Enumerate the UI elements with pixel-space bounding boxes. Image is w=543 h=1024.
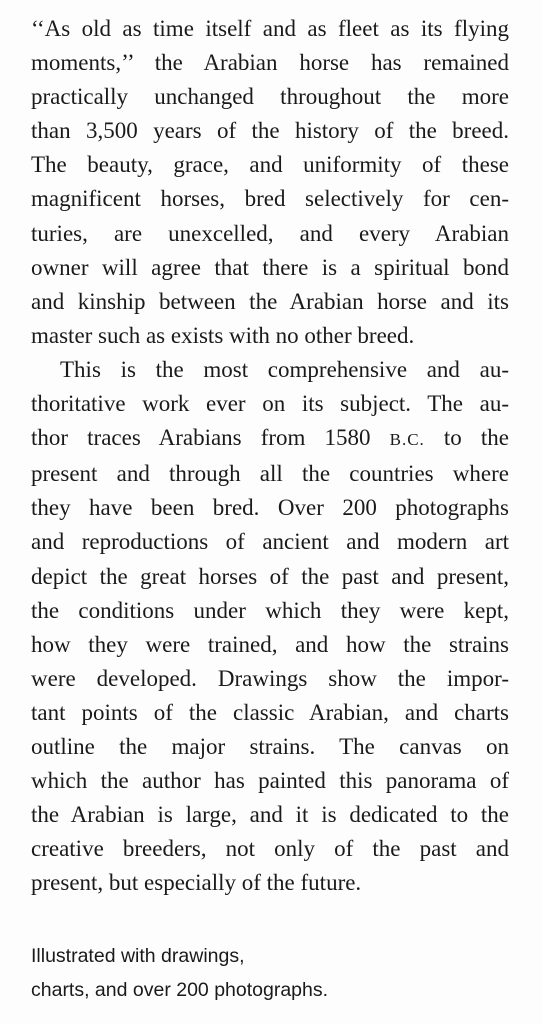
text-line: the conditions under which they were kept,	[31, 597, 509, 623]
text-line: moments,’’ the Arabian horse has remained	[31, 50, 509, 76]
illustration-note	[31, 939, 328, 1007]
text-line: master such as exists with no other breed.	[31, 322, 415, 348]
text-line	[31, 421, 509, 457]
text-line: present, but especially of the future.	[31, 870, 362, 896]
text-line: owner will agree that there is a spiritual bond	[31, 254, 509, 280]
text-line: outline the major strains. The canvas on	[31, 733, 509, 759]
text-line: practically unchanged throughout the more	[31, 84, 509, 110]
text-line: This is the most comprehensive and au-	[60, 356, 509, 382]
text-segment: thor traces Arabians from 1580	[31, 425, 390, 451]
text-line: ‘‘As old as time itself and as fleet as its flying	[31, 16, 509, 41]
text-line: they have been bred. Over 200 photographs	[31, 495, 509, 521]
text-line: creative breeders, not only of the past and	[31, 836, 509, 862]
text-line: turies, are unexcelled, and every Arabian	[31, 220, 509, 246]
text-line: how they were trained, and how the strains	[31, 631, 509, 657]
text-line: thoritative work ever on its subject. The au-	[31, 391, 509, 417]
illustration-note-line: charts, and over 200 photographs.	[31, 979, 329, 1001]
text-line: depict the great horses of the past and present,	[31, 563, 509, 589]
text-line: than 3,500 years of the history of the breed.	[31, 118, 509, 144]
text-line: tant points of the classic Arabian, and charts	[31, 699, 509, 725]
text-line: magnificent horses, bred selectively for cen-	[31, 186, 509, 212]
text-line: which the author has painted this panorama of	[31, 768, 509, 794]
illustration-note-line: Illustrated with drawings,	[31, 945, 245, 967]
text-line: and reproductions of ancient and modern art	[31, 529, 509, 555]
text-line: were developed. Drawings show the impor-	[31, 665, 509, 691]
text-line: and kinship between the Arabian horse and its	[31, 288, 509, 314]
text-line: the Arabian is large, and it is dedicated to the	[31, 802, 509, 828]
text-segment: to the	[424, 425, 509, 451]
description-paragraph-1	[31, 12, 509, 353]
text-line: The beauty, grace, and uniformity of these	[31, 152, 509, 178]
text-line: present and through all the countries where	[31, 461, 509, 487]
description-paragraph-2	[31, 353, 509, 901]
era-abbreviation: B.C.	[389, 430, 425, 450]
